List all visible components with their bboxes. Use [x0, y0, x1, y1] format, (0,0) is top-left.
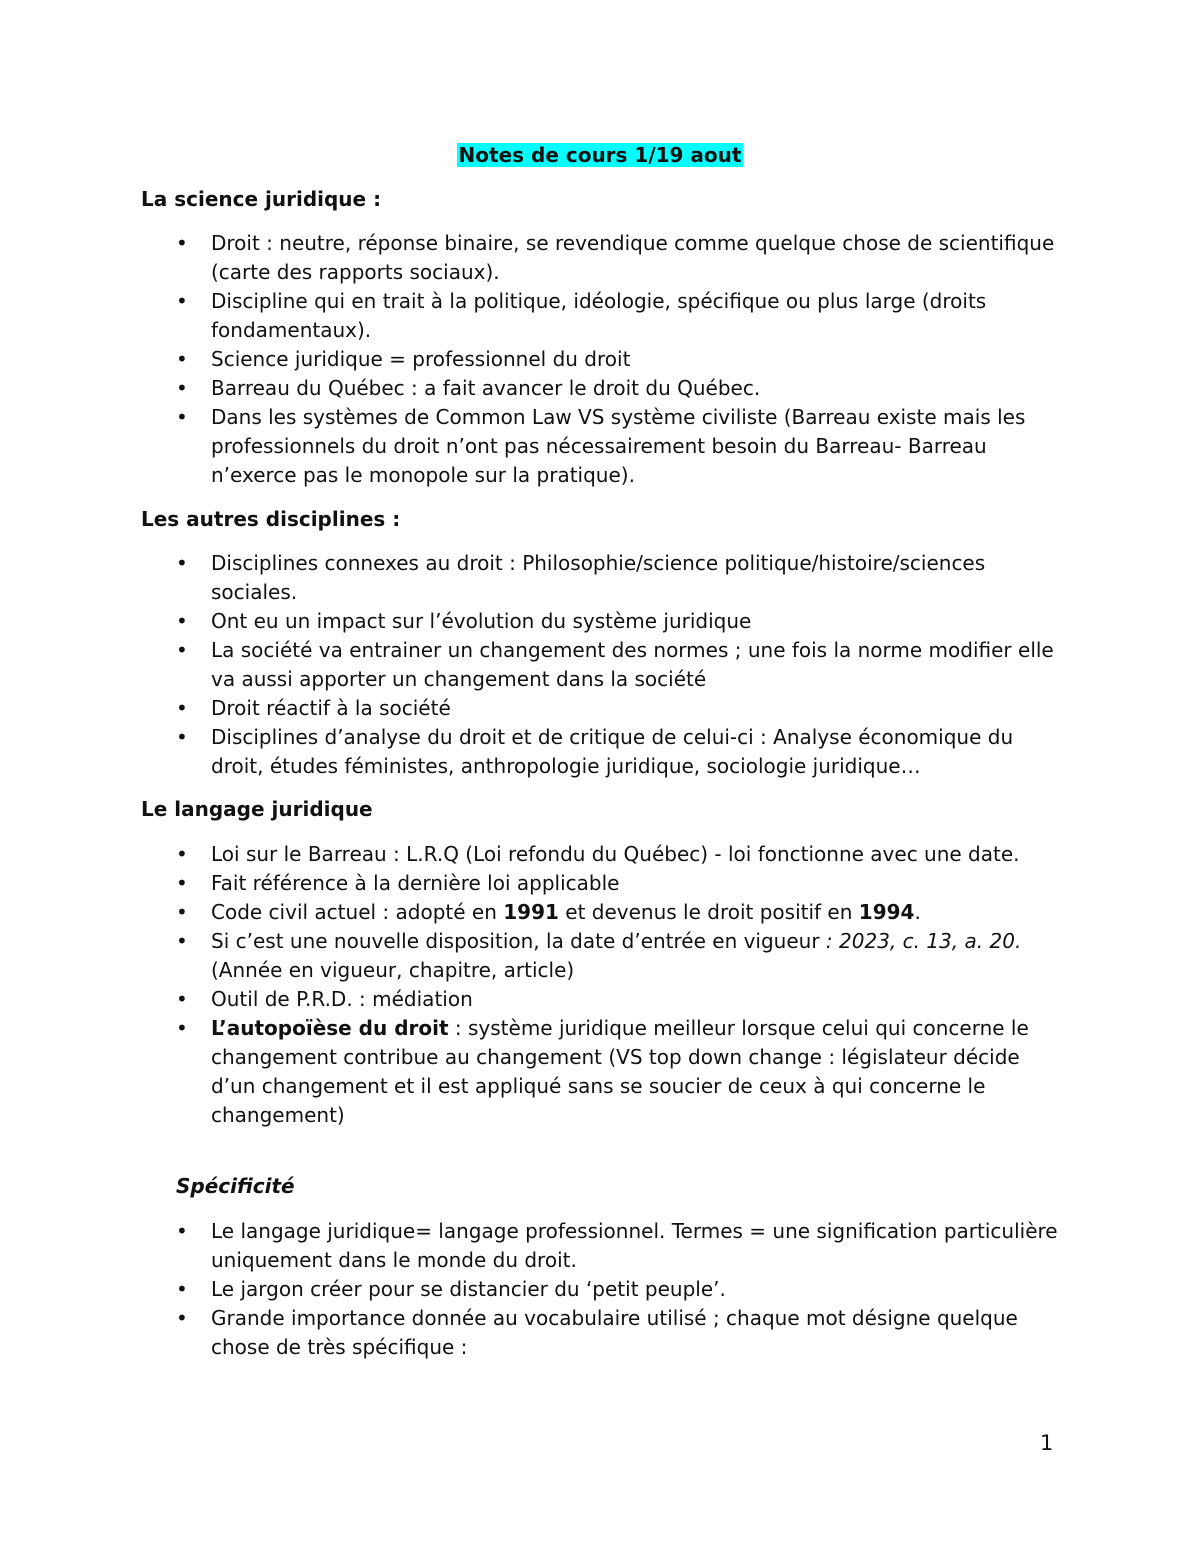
heading-specificite: Spécificité	[176, 1174, 295, 1198]
list-item: • Disciplines d’analyse du droit et de critique de celui-ci : Analyse économique du droit, études féministes, anthropologie juridique, sociologie juridique…	[176, 723, 1066, 781]
list-item-nouvelle-disposition	[176, 927, 1066, 985]
term-autopoiese: L’autopoïèse du droit	[211, 1016, 449, 1040]
list-item: • Droit : neutre, réponse binaire, se revendique comme quelque chose de scientifique (carte des rapports sociaux).	[176, 229, 1066, 287]
year-1991: 1991	[503, 900, 559, 924]
list-item-code-civil	[176, 898, 1066, 927]
document-title-text: Notes de cours 1/19 aout	[458, 143, 742, 167]
year-1994: 1994	[858, 900, 915, 924]
list-item: • Ont eu un impact sur l’évolution du système juridique	[176, 607, 1066, 636]
list-langage-juridique	[176, 840, 1066, 1130]
heading-science-juridique: La science juridique :	[141, 187, 382, 211]
list-item: • Barreau du Québec : a fait avancer le droit du Québec.	[176, 374, 1066, 403]
list-text: Code civil actuel : adopté en	[211, 900, 504, 924]
list-item: • Loi sur le Barreau : L.R.Q (Loi refondu du Québec) - loi fonctionne avec une date.	[176, 840, 1066, 869]
list-item: • Fait référence à la dernière loi applicable	[176, 869, 1066, 898]
list-text: (Année en vigueur, chapitre, article)	[211, 958, 575, 982]
list-item: • Droit réactif à la société	[176, 694, 1066, 723]
list-item: • Le jargon créer pour se distancier du ‘petit peuple’.	[176, 1275, 1066, 1304]
list-text: et devenus le droit positif en	[558, 900, 859, 924]
list-text: : système juridique meilleur lorsque celui qui concerne le changement contribue au changement (VS top down change : législateur décide d’un changement et il est appliqué sans se soucier de ceux à qui concerne le changement)	[211, 1016, 1029, 1127]
page-number: 1	[1040, 1431, 1054, 1455]
list-item: • La société va entrainer un changement des normes ; une fois la norme modifier elle va aussi apporter un changement dans la société	[176, 636, 1066, 694]
citation-reference: : 2023, c. 13, a. 20.	[819, 929, 1022, 953]
list-specificite	[176, 1217, 1066, 1362]
list-autres-disciplines	[176, 549, 1066, 781]
list-text: .	[914, 900, 921, 924]
heading-autres-disciplines: Les autres disciplines :	[141, 507, 401, 531]
heading-langage-juridique: Le langage juridique	[141, 797, 373, 821]
list-item: • Discipline qui en trait à la politique, idéologie, spécifique ou plus large (droits fondamentaux).	[176, 287, 1066, 345]
list-item: • Le langage juridique= langage professionnel. Termes = une signification particulière uniquement dans le monde du droit.	[176, 1217, 1066, 1275]
document-title	[0, 140, 1200, 170]
list-item: • Disciplines connexes au droit : Philosophie/science politique/histoire/sciences sociales.	[176, 549, 1066, 607]
list-text: Si c’est une nouvelle disposition, la date d’entrée en vigueur	[211, 929, 820, 953]
list-item: • Outil de P.R.D. : médiation	[176, 985, 1066, 1014]
list-item-autopoiese	[176, 1014, 1066, 1130]
list-science-juridique	[176, 229, 1066, 490]
list-item: • Grande importance donnée au vocabulaire utilisé ; chaque mot désigne quelque chose de très spécifique :	[176, 1304, 1066, 1362]
list-item: • Science juridique = professionnel du droit	[176, 345, 1066, 374]
list-item: • Dans les systèmes de Common Law VS système civiliste (Barreau existe mais les professionnels du droit n’ont pas nécessairement besoin du Barreau- Barreau n’exerce pas le monopole sur la pratique).	[176, 403, 1066, 490]
